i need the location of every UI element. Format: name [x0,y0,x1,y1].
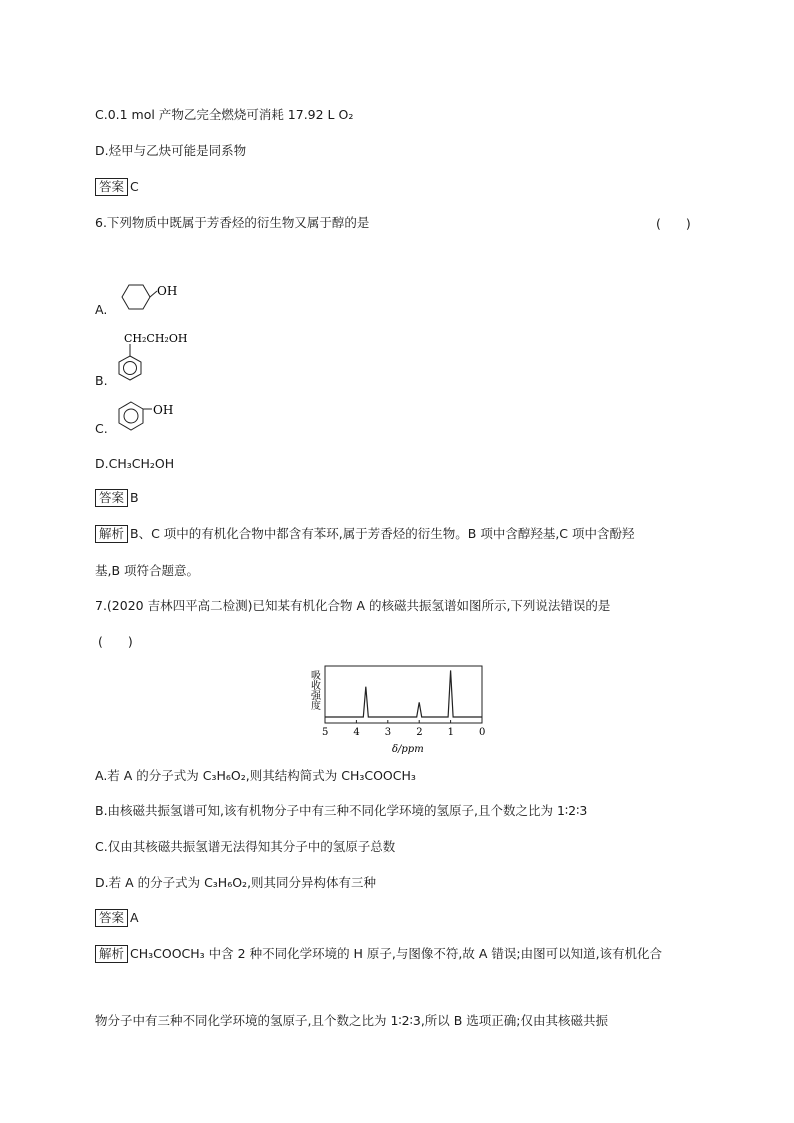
q7-option-d: D.若 A 的分子式为 C₃H₆O₂,则其同分异构体有三种 [95,875,377,890]
q6-analysis-row [95,525,635,543]
q5-answer-row [95,178,139,196]
q6-option-c-group: OH [153,403,174,417]
x-tick-label: 2 [416,727,423,738]
answer-value: A [130,910,139,925]
chart-xlabel: δ/ppm [392,744,424,755]
analysis-tag: 解析 [95,525,128,543]
q7-stem: 7.(2020 吉林四平高二检测)已知某有机化合物 A 的核磁共振氢谱如图所示,下列说法错误的是 [95,598,611,613]
q6-analysis-line2: 基,B 项符合题意。 [95,563,200,578]
chart-ylabel: 吸收强度 [308,670,320,710]
answer-tag: 答案 [95,909,128,927]
q6-option-d: D.CH₃CH₂OH [95,456,175,471]
q6-option-c-label: C. [95,421,108,436]
spectrum-baseline [325,670,482,717]
q7-analysis-line2: 物分子中有三种不同化学环境的氢原子,且个数之比为 1∶2∶3,所以 B 选项正确;仅由其核磁共振 [95,1013,609,1028]
x-tick-label: 4 [353,727,360,738]
answer-tag: 答案 [95,489,128,507]
analysis-text: CH₃COOCH₃ 中含 2 种不同化学环境的 H 原子,与图像不符,故 A 错误;由图可以知道,该有机化合 [130,946,663,961]
x-tick-label: 1 [447,727,454,738]
q6-option-c-structure [112,400,192,436]
nmr-spectrum-chart [300,660,500,758]
q7-option-c: C.仅由其核磁共振氢谱无法得知其分子中的氢原子总数 [95,839,396,854]
plot-frame [325,666,482,723]
answer-value: B [130,490,139,505]
q5-option-c: C.0.1 mol 产物乙完全燃烧可消耗 17.92 L O₂ [95,107,354,122]
q6-option-b-label: B. [95,373,108,388]
q6-option-a-structure [112,280,192,320]
x-tick-label: 0 [479,727,486,738]
q6-option-a-label: A. [95,302,108,317]
q7-analysis-row [95,945,662,963]
q6-option-b-structure [110,328,220,384]
x-tick-label: 3 [384,727,392,738]
q7-answer-paren: ( ) [98,634,133,649]
q5-option-d: D.烃甲与乙炔可能是同系物 [95,143,247,158]
analysis-text: B、C 项中的有机化合物中都含有苯环,属于芳香烃的衍生物。B 项中含醇羟基,C 项中含酚羟 [130,526,635,541]
answer-tag: 答案 [95,178,128,196]
q7-option-b: B.由核磁共振氢谱可知,该有机物分子中有三种不同化学环境的氢原子,且个数之比为 1∶2∶3 [95,803,588,818]
q6-answer-paren: ( ) [656,216,691,231]
x-tick-label: 5 [322,727,329,738]
q6-option-a-group: OH [157,284,178,298]
answer-value: C [130,179,139,194]
q7-answer-row [95,909,139,927]
analysis-tag: 解析 [95,945,128,963]
q6-answer-row [95,489,139,507]
q6-stem: 6.下列物质中既属于芳香烃的衍生物又属于醇的是 [95,215,370,230]
q7-option-a: A.若 A 的分子式为 C₃H₆O₂,则其结构简式为 CH₃COOCH₃ [95,768,416,783]
q6-option-b-group: CH₂CH₂OH [124,332,188,345]
